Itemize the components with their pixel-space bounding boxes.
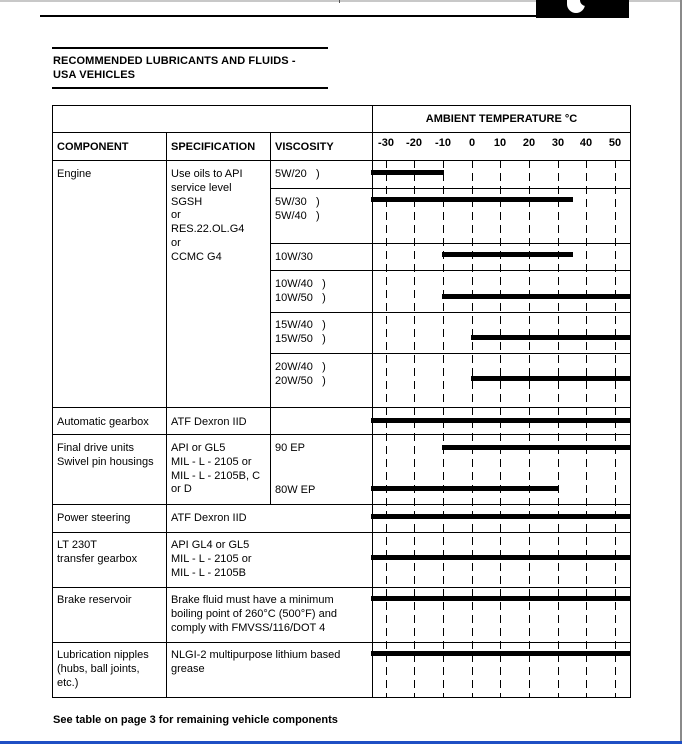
row-divider-6 [52,642,631,643]
component-lt230t [52,535,166,571]
component-line: Final drive units [57,442,135,454]
tick-label: -10 [435,137,451,149]
gridline-40 [586,160,587,697]
gridline-minus10 [443,160,444,697]
range-bar-5w30-5w40 [371,197,573,202]
grade: 5W/20 ) [275,168,320,180]
range-bar-lubrication-nipples [371,651,630,656]
spec-lt230t [166,535,372,584]
spec-line: CCMC G4 [171,250,222,263]
spec-brake-reservoir [166,590,372,639]
range-bar-90ep [442,445,630,450]
spec-line: or [171,236,181,249]
component-header: COMPONENT [57,141,129,153]
header-divider [52,132,631,133]
logo-icon [567,0,585,13]
gridline-50 [615,160,616,697]
spec-line: API GL4 or GL5 [171,539,250,551]
viscosity-header: VISCOSITY [275,141,334,153]
tick-label: 10 [493,137,507,149]
range-bar-5w20 [371,170,444,175]
spec-line: SGSH [171,195,203,208]
range-bar-20w40-20w50 [471,376,630,381]
visc-divider-3 [270,270,631,271]
spec-automatic-gearbox: ATF Dexron IID [171,416,247,428]
spec-line: MIL - L - 2105 or [171,552,252,565]
spec-line: Brake fluid must have a minimum [171,594,334,606]
spec-line: NLGI-2 multipurpose lithium based [171,649,341,661]
spec-lubrication-nipples [166,645,372,681]
gridline-20 [529,160,530,697]
title-line-2: USA VEHICLES [53,69,136,81]
header-bottom [52,160,631,161]
component-line: LT 230T [57,539,97,551]
gridline-30 [558,160,559,697]
viscosity-10w30 [270,247,372,269]
component-automatic-gearbox: Automatic gearbox [57,416,149,428]
spec-line: or [171,209,181,222]
viscosity-10w40-10w50 [270,274,372,310]
component-line: transfer gearbox [57,552,138,565]
footnote: See table on page 3 for remaining vehicle components [53,714,338,726]
range-bar-10w30 [442,252,573,257]
range-bar-15w40-15w50 [471,335,630,340]
grade: 10W/40 ) [275,278,326,290]
spec-line: API or GL5 [171,442,226,454]
viscosity-15w40-15w50 [270,315,372,351]
component-line: Lubrication nipples [57,649,149,661]
spec-line: MIL - L - 2105B [171,566,246,579]
spec-line: comply with FMVSS/116/DOT 4 [171,621,326,634]
viscosity-5w30-5w40 [270,192,372,228]
component-power-steering: Power steering [57,512,131,524]
row-divider-4 [52,532,631,533]
component-lubrication-nipples [52,645,166,694]
spec-line: MIL - L - 2105 or [171,455,252,468]
grade: 5W/40 ) [275,209,320,222]
section-title [52,47,328,89]
row-divider-1 [52,407,631,408]
spec-line: RES.22.OL.G4 [171,223,245,236]
tick-label: -20 [406,137,422,149]
spec-line: grease [171,662,205,675]
component-line: (hubs, ball joints, [57,662,140,675]
spec-line: or D [171,483,192,496]
range-bar-brake-reservoir [371,596,630,601]
range-bar-automatic-gearbox [371,418,630,423]
viscosity-20w40-20w50 [270,357,372,393]
tick-label: 0 [468,137,476,149]
tick-label: -30 [378,137,394,149]
viscosity-90ep: 90 EP [275,442,305,454]
row-divider-5 [52,587,631,588]
spec-final-drive [166,438,270,501]
spec-line: MIL - L - 2105B, C [171,469,261,482]
gridline-10 [500,160,501,697]
specification-header: SPECIFICATION [171,141,256,153]
tick-label: 30 [551,137,565,149]
grade: 15W/40 ) [275,319,326,331]
grade: 10W/50 ) [275,291,326,304]
col-divider-chart [372,105,373,697]
range-bar-power-steering [371,514,630,519]
visc-divider-2 [270,243,631,244]
ambient-temp-header: AMBIENT TEMPERATURE °C [425,113,578,125]
viscosity-5w20 [270,164,372,186]
spec-engine [166,164,270,269]
title-line-1: RECOMMENDED LUBRICANTS AND FLUIDS - [53,55,296,67]
visc-divider-1 [270,188,631,189]
visc-divider-4 [270,312,631,313]
grade: 15W/50 ) [275,332,326,345]
col-divider-spec-auto [270,407,271,434]
component-final-drive [52,438,166,474]
tick-label: 50 [608,137,622,149]
gridline-minus30 [386,160,387,697]
viscosity-80w-ep: 80W EP [275,484,316,496]
spec-line: boiling point of 260°C (500°F) and [171,607,337,620]
grade: 5W/30 ) [275,196,320,208]
row-divider-2 [52,434,631,435]
component-engine: Engine [57,168,92,180]
spec-power-steering: ATF Dexron IID [171,512,247,524]
crop-mark [339,0,340,3]
range-bar-10w40-10w50 [442,294,630,299]
grade: 20W/50 ) [275,374,326,387]
visc-divider-5 [270,353,631,354]
grade: 10W/30 [275,251,313,263]
row-divider-3 [52,504,631,505]
tick-label: 20 [522,137,536,149]
spec-line: service level [171,181,232,194]
brand-logo [536,0,629,18]
page-title [52,49,328,87]
range-bar-lt230t [371,555,630,560]
title-rule-bottom [52,87,328,89]
gridline-0 [472,160,473,697]
grade: 20W/40 ) [275,361,326,373]
tick-label: 40 [579,137,593,149]
gridline-minus20 [414,160,415,697]
range-bar-80w-ep [371,486,558,491]
component-brake-reservoir: Brake reservoir [57,594,132,606]
component-line: etc.) [57,676,79,689]
spec-line: Use oils to API [171,168,243,180]
component-line: Swivel pin housings [57,455,154,468]
header-rule [40,15,536,17]
